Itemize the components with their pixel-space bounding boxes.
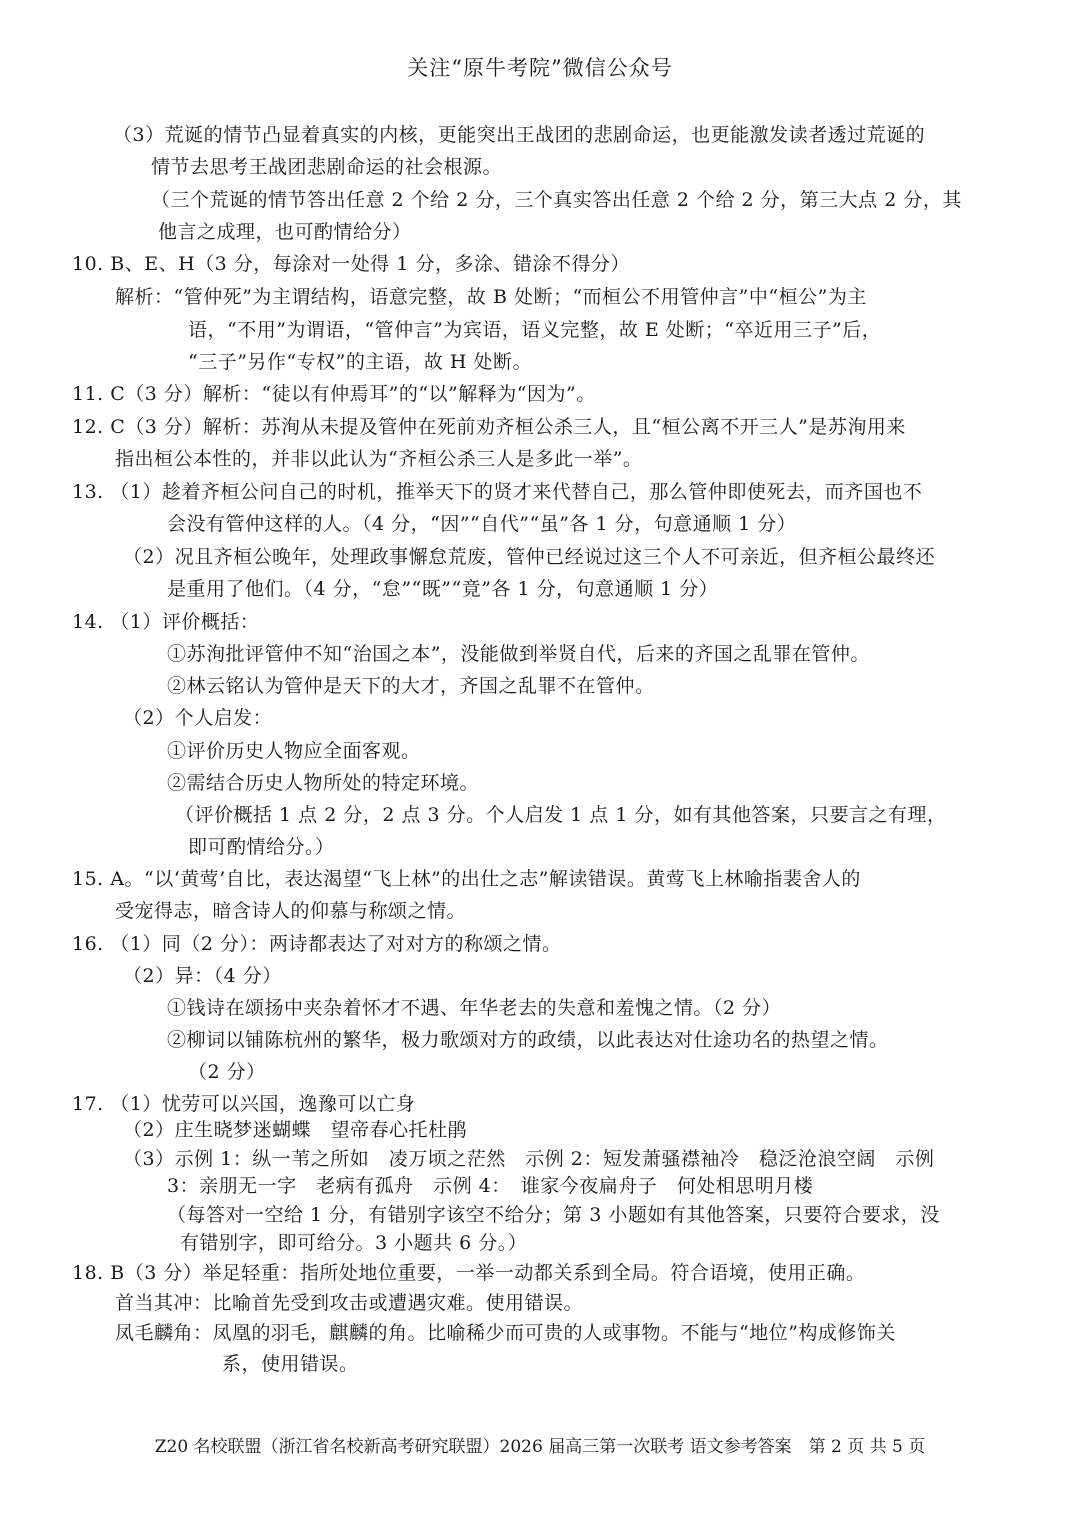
text-line: ①评价历史人物应全面客观。 bbox=[167, 740, 421, 762]
text-line: 首当其冲：比喻首先受到攻击或遭遇灾难。使用错误。 bbox=[115, 1292, 584, 1314]
text-line: （2）况且齐桓公晚年，处理政事懈怠荒废，管仲已经说过这三个人不可亲近，但齐桓公最终还 bbox=[123, 546, 936, 568]
text-line: 16. （1）同（2 分）：两诗都表达了对对方的称颂之情。 bbox=[72, 933, 562, 955]
page-footer: Z20 名校联盟（浙江省名校新高考研究联盟）2026 届高三第一次联考 语文参考答案 第 2 页 共 5 页 bbox=[154, 1437, 926, 1457]
text-line: “三子”另作“专权”的主语，故 H 处断。 bbox=[188, 351, 533, 373]
text-line: 指出桓公本性的，并非以此认为“齐桓公杀三人是多此一举”。 bbox=[115, 448, 643, 470]
text-line: 12. C（3 分）解析：苏洵从未提及管仲在死前劝齐桓公杀三人，且“桓公离不开三人”是苏洵用来 bbox=[72, 416, 906, 438]
text-line: （2）庄生晓梦迷蝴蝶 望帝春心托杜鹃 bbox=[123, 1119, 468, 1141]
text-line: 3：亲朋无一字 老病有孤舟 示例 4： 谁家今夜扁舟子 何处相思明月楼 bbox=[167, 1175, 814, 1197]
text-line: 凤毛麟角：凤凰的羽毛，麒麟的角。比喻稀少而可贵的人或事物。不能与“地位”构成修饰关 bbox=[115, 1322, 896, 1344]
text-line: ②林云铭认为管仲是天下的大才，齐国之乱罪不在管仲。 bbox=[167, 675, 655, 697]
text-line: ②需结合历史人物所处的特定环境。 bbox=[167, 772, 480, 794]
text-line: ①钱诗在颂扬中夹杂着怀才不遇、年华老去的失意和羞愧之情。（2 分） bbox=[167, 997, 782, 1019]
text-line: 他言之成理，也可酌情给分） bbox=[158, 221, 412, 243]
page-header: 关注“原牛考院”微信公众号 bbox=[407, 56, 673, 80]
text-line: （评价概括 1 点 2 分，2 点 3 分。个人启发 1 点 1 分，如有其他答案，只要言之有理， bbox=[175, 804, 947, 826]
text-line: 解析：“管仲死”为主谓结构，语意完整，故 B 处断；“而桓公不用管仲言”中“桓公”为主 bbox=[115, 286, 867, 308]
text-line: 受宠得志，暗含诗人的仰慕与称颂之情。 bbox=[115, 900, 467, 922]
text-line: 15. A。“以‘黄莺’自比，表达渴望“飞上林”的出仕之志”解读错误。黄莺飞上林喻指裴舍人的 bbox=[72, 868, 861, 890]
text-line: 即可酌情给分。） bbox=[188, 836, 335, 858]
text-line: （3）示例 1：纵一苇之所如 凌万顷之茫然 示例 2：短发萧骚襟袖冷 稳泛沧浪空阔 示例 bbox=[123, 1148, 935, 1170]
text-line: 13. （1）趁着齐桓公问自己的时机，推举天下的贤才来代替自己，那么管仲即使死去，而齐国也不 bbox=[72, 481, 923, 503]
text-line: （2）个人启发： bbox=[123, 707, 273, 729]
text-line: 情节去思考王战团悲剧命运的社会根源。 bbox=[151, 156, 503, 178]
text-line: （每答对一空给 1 分，有错别字该空不给分；第 3 小题如有其他答案，只要符合要求，没 bbox=[167, 1204, 940, 1226]
text-line: 会没有管仲这样的人。（4 分，“因”“自代”“虽”各 1 分，句意通顺 1 分） bbox=[167, 513, 797, 535]
text-line: 14. （1）评价概括： bbox=[72, 611, 260, 633]
text-line: 18. B（3 分）举足轻重：指所处地位重要，一举一动都关系到全局。符合语境，使用正确。 bbox=[72, 1262, 866, 1284]
text-line: 语，“不用”为谓语，“管仲言”为宾语，语义完整，故 E 处断；“卒近用三子”后， bbox=[188, 319, 882, 341]
text-line: 是重用了他们。（4 分，“怠”“既”“竟”各 1 分，句意通顺 1 分） bbox=[167, 578, 719, 600]
text-line: （三个荒诞的情节答出任意 2 个给 2 分，三个真实答出任意 2 个给 2 分，第三大点 2 分，其 bbox=[151, 189, 962, 211]
text-line: 11. C（3 分）解析：“徒以有仲焉耳”的“以”解释为“因为”。 bbox=[72, 383, 596, 405]
text-line: （2）异：（4 分） bbox=[123, 965, 282, 987]
text-line: （3）荒诞的情节凸显着真实的内核，更能突出王战团的悲剧命运，也更能激发读者透过荒诞的 bbox=[113, 124, 926, 146]
text-line: ②柳词以铺陈杭州的繁华，极力歌颂对方的政绩，以此表达对仕途功名的热望之情。 bbox=[167, 1029, 889, 1051]
text-line: ①苏洵批评管仲不知“治国之本”，没能做到举贤自代，后来的齐国之乱罪在管仲。 bbox=[167, 643, 870, 665]
text-line: （2 分） bbox=[188, 1061, 266, 1083]
text-line: 系，使用错误。 bbox=[222, 1353, 359, 1375]
text-line: 10. B、E、H（3 分，每涂对一处得 1 分，多涂、错涂不得分） bbox=[72, 253, 630, 275]
text-line: 17. （1）忧劳可以兴国，逸豫可以亡身 bbox=[72, 1093, 416, 1115]
text-line: 有错别字，即可给分。3 小题共 6 分。） bbox=[180, 1232, 528, 1254]
